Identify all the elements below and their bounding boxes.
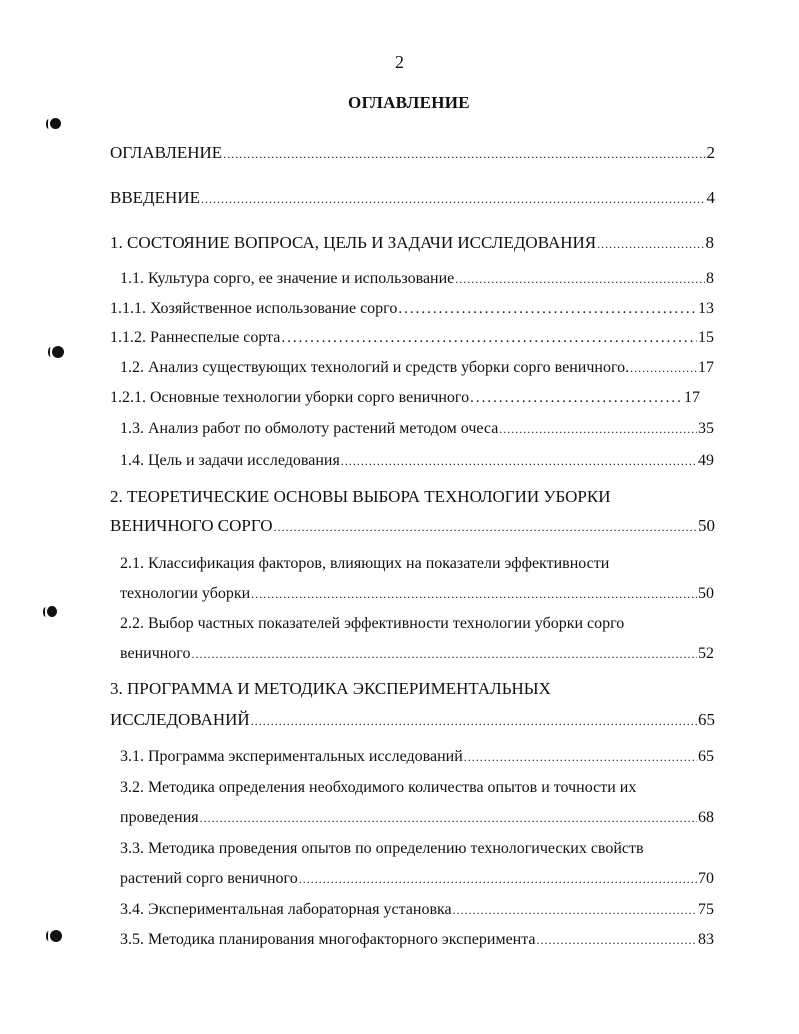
toc-entry[interactable] xyxy=(120,583,714,605)
toc-entry[interactable] xyxy=(120,868,714,890)
toc-entry[interactable] xyxy=(120,807,714,829)
toc-leader xyxy=(274,516,697,538)
toc-entry-title: 1.2. Анализ существующих технологий и средств уборки сорго веничного. xyxy=(120,359,630,376)
binder-hole-mark xyxy=(50,930,62,942)
toc-entry-page: 15 xyxy=(698,329,714,346)
toc-entry-title-line1[interactable]: 3. ПРОГРАММА И МЕТОДИКА ЭКСПЕРИМЕНТАЛЬНЫХ xyxy=(110,679,551,698)
toc-entry-title-line1[interactable]: 2.2. Выбор частных показателей эффективности технологии уборки сорго xyxy=(120,615,625,632)
toc-entry[interactable] xyxy=(120,899,714,921)
toc-entry[interactable] xyxy=(110,142,715,164)
toc-entry[interactable] xyxy=(120,357,714,379)
toc-leader xyxy=(341,450,697,472)
toc-entry-title: 1.1.1. Хозяйственное использование сорго xyxy=(110,300,398,317)
toc-entry-title-line2: растений сорго веничного xyxy=(120,870,298,887)
toc-entry-page: 17 xyxy=(684,389,700,406)
toc-leader xyxy=(470,387,683,409)
toc-leader xyxy=(201,188,706,210)
toc-leader xyxy=(597,233,704,255)
toc-leader xyxy=(191,643,697,665)
toc-entry-page: 2 xyxy=(706,143,715,162)
toc-entry-page: 70 xyxy=(698,870,714,887)
binder-hole-mark xyxy=(52,346,64,358)
toc-entry-title-line2: технологии уборки xyxy=(120,585,251,602)
toc-entry-page: 65 xyxy=(698,710,715,729)
toc-entry[interactable] xyxy=(110,232,714,254)
binder-hole-mark xyxy=(47,606,57,617)
toc-entry-page: 50 xyxy=(698,585,714,602)
toc-entry-page: 68 xyxy=(698,809,714,826)
toc-entry[interactable] xyxy=(120,746,714,768)
toc-entry-page: 49 xyxy=(698,452,714,469)
toc-entry-title-line2: веничного xyxy=(120,645,191,662)
toc-entry-title: ВВЕДЕНИЕ xyxy=(110,188,200,207)
toc-entry-title: 3.1. Программа экспериментальных исследований xyxy=(120,748,463,765)
toc-entry-title-line1[interactable]: 2. ТЕОРЕТИЧЕСКИЕ ОСНОВЫ ВЫБОРА ТЕХНОЛОГИИ УБОРКИ xyxy=(110,487,611,506)
toc-entry-page: 17 xyxy=(698,359,714,376)
toc-entry[interactable] xyxy=(120,450,714,472)
binder-hole-mark xyxy=(50,118,61,129)
toc-leader xyxy=(223,143,705,165)
toc-leader xyxy=(499,418,697,440)
toc-entry-title: 3.5. Методика планирования многофакторного эксперимента xyxy=(120,931,536,948)
toc-entry-page: 8 xyxy=(706,270,714,287)
toc-leader xyxy=(299,868,697,890)
toc-entry-page: 75 xyxy=(698,901,714,918)
toc-entry[interactable] xyxy=(110,187,715,209)
toc-entry-page: 50 xyxy=(698,516,715,535)
toc-entry-title: 1.2.1. Основные технологии уборки сорго веничного xyxy=(110,389,470,406)
toc-leader xyxy=(455,268,705,290)
toc-entry-title-line2: ИССЛЕДОВАНИЙ xyxy=(110,710,250,729)
toc-entry-page: 83 xyxy=(698,931,714,948)
toc-entry[interactable] xyxy=(110,327,714,349)
toc-leader xyxy=(251,710,697,732)
toc-entry-page: 52 xyxy=(698,645,714,662)
toc-leader xyxy=(398,298,697,320)
toc-entry-title: 1.3. Анализ работ по обмолоту растений методом очеса xyxy=(120,420,499,437)
toc-leader xyxy=(251,583,697,605)
toc-entry-title-line1[interactable]: 3.3. Методика проведения опытов по определению технологических свойств xyxy=(120,840,644,857)
toc-entry-title-line2: проведения xyxy=(120,809,199,826)
toc-leader xyxy=(453,899,697,921)
toc-entry-title: 1.4. Цель и задачи исследования xyxy=(120,452,340,469)
toc-leader xyxy=(200,807,697,829)
toc-entry[interactable] xyxy=(110,298,714,320)
toc-entry-page: 8 xyxy=(705,233,714,252)
toc-entry[interactable] xyxy=(110,709,715,731)
toc-entry-title: 1. СОСТОЯНИЕ ВОПРОСА, ЦЕЛЬ И ЗАДАЧИ ИССЛЕДОВАНИЯ xyxy=(110,233,597,252)
toc-entry-title: 3.4. Экспериментальная лабораторная установка xyxy=(120,901,452,918)
toc-entry[interactable] xyxy=(120,418,714,440)
toc-leader xyxy=(281,327,697,349)
toc-entry-page: 65 xyxy=(698,748,714,765)
toc-entry-title-line1[interactable]: 2.1. Классификация факторов, влияющих на показатели эффективности xyxy=(120,555,610,572)
toc-entry-title-line1[interactable]: 3.2. Методика определения необходимого количества опытов и точности их xyxy=(120,779,637,796)
toc-entry[interactable] xyxy=(120,643,714,665)
page-title: ОГЛАВЛЕНИЕ xyxy=(348,93,470,112)
toc-entry[interactable] xyxy=(120,929,714,951)
toc-entry-title: 1.1.2. Раннеспелые сорта xyxy=(110,329,281,346)
toc-entry[interactable] xyxy=(120,268,714,290)
toc-leader xyxy=(464,746,697,768)
toc-leader xyxy=(537,929,697,951)
toc-entry-page: 35 xyxy=(698,420,714,437)
toc-entry-title: ОГЛАВЛЕНИЕ xyxy=(110,143,223,162)
toc-entry-page: 4 xyxy=(706,188,715,207)
toc-entry-title-line2: ВЕНИЧНОГО СОРГО xyxy=(110,516,273,535)
toc-entry[interactable] xyxy=(110,387,700,409)
toc-entry-title: 1.1. Культура сорго, ее значение и использование xyxy=(120,270,455,287)
toc-leader xyxy=(630,357,697,379)
toc-entry-page: 13 xyxy=(698,300,714,317)
page-number: 2 xyxy=(395,52,404,72)
toc-entry[interactable] xyxy=(110,515,715,537)
